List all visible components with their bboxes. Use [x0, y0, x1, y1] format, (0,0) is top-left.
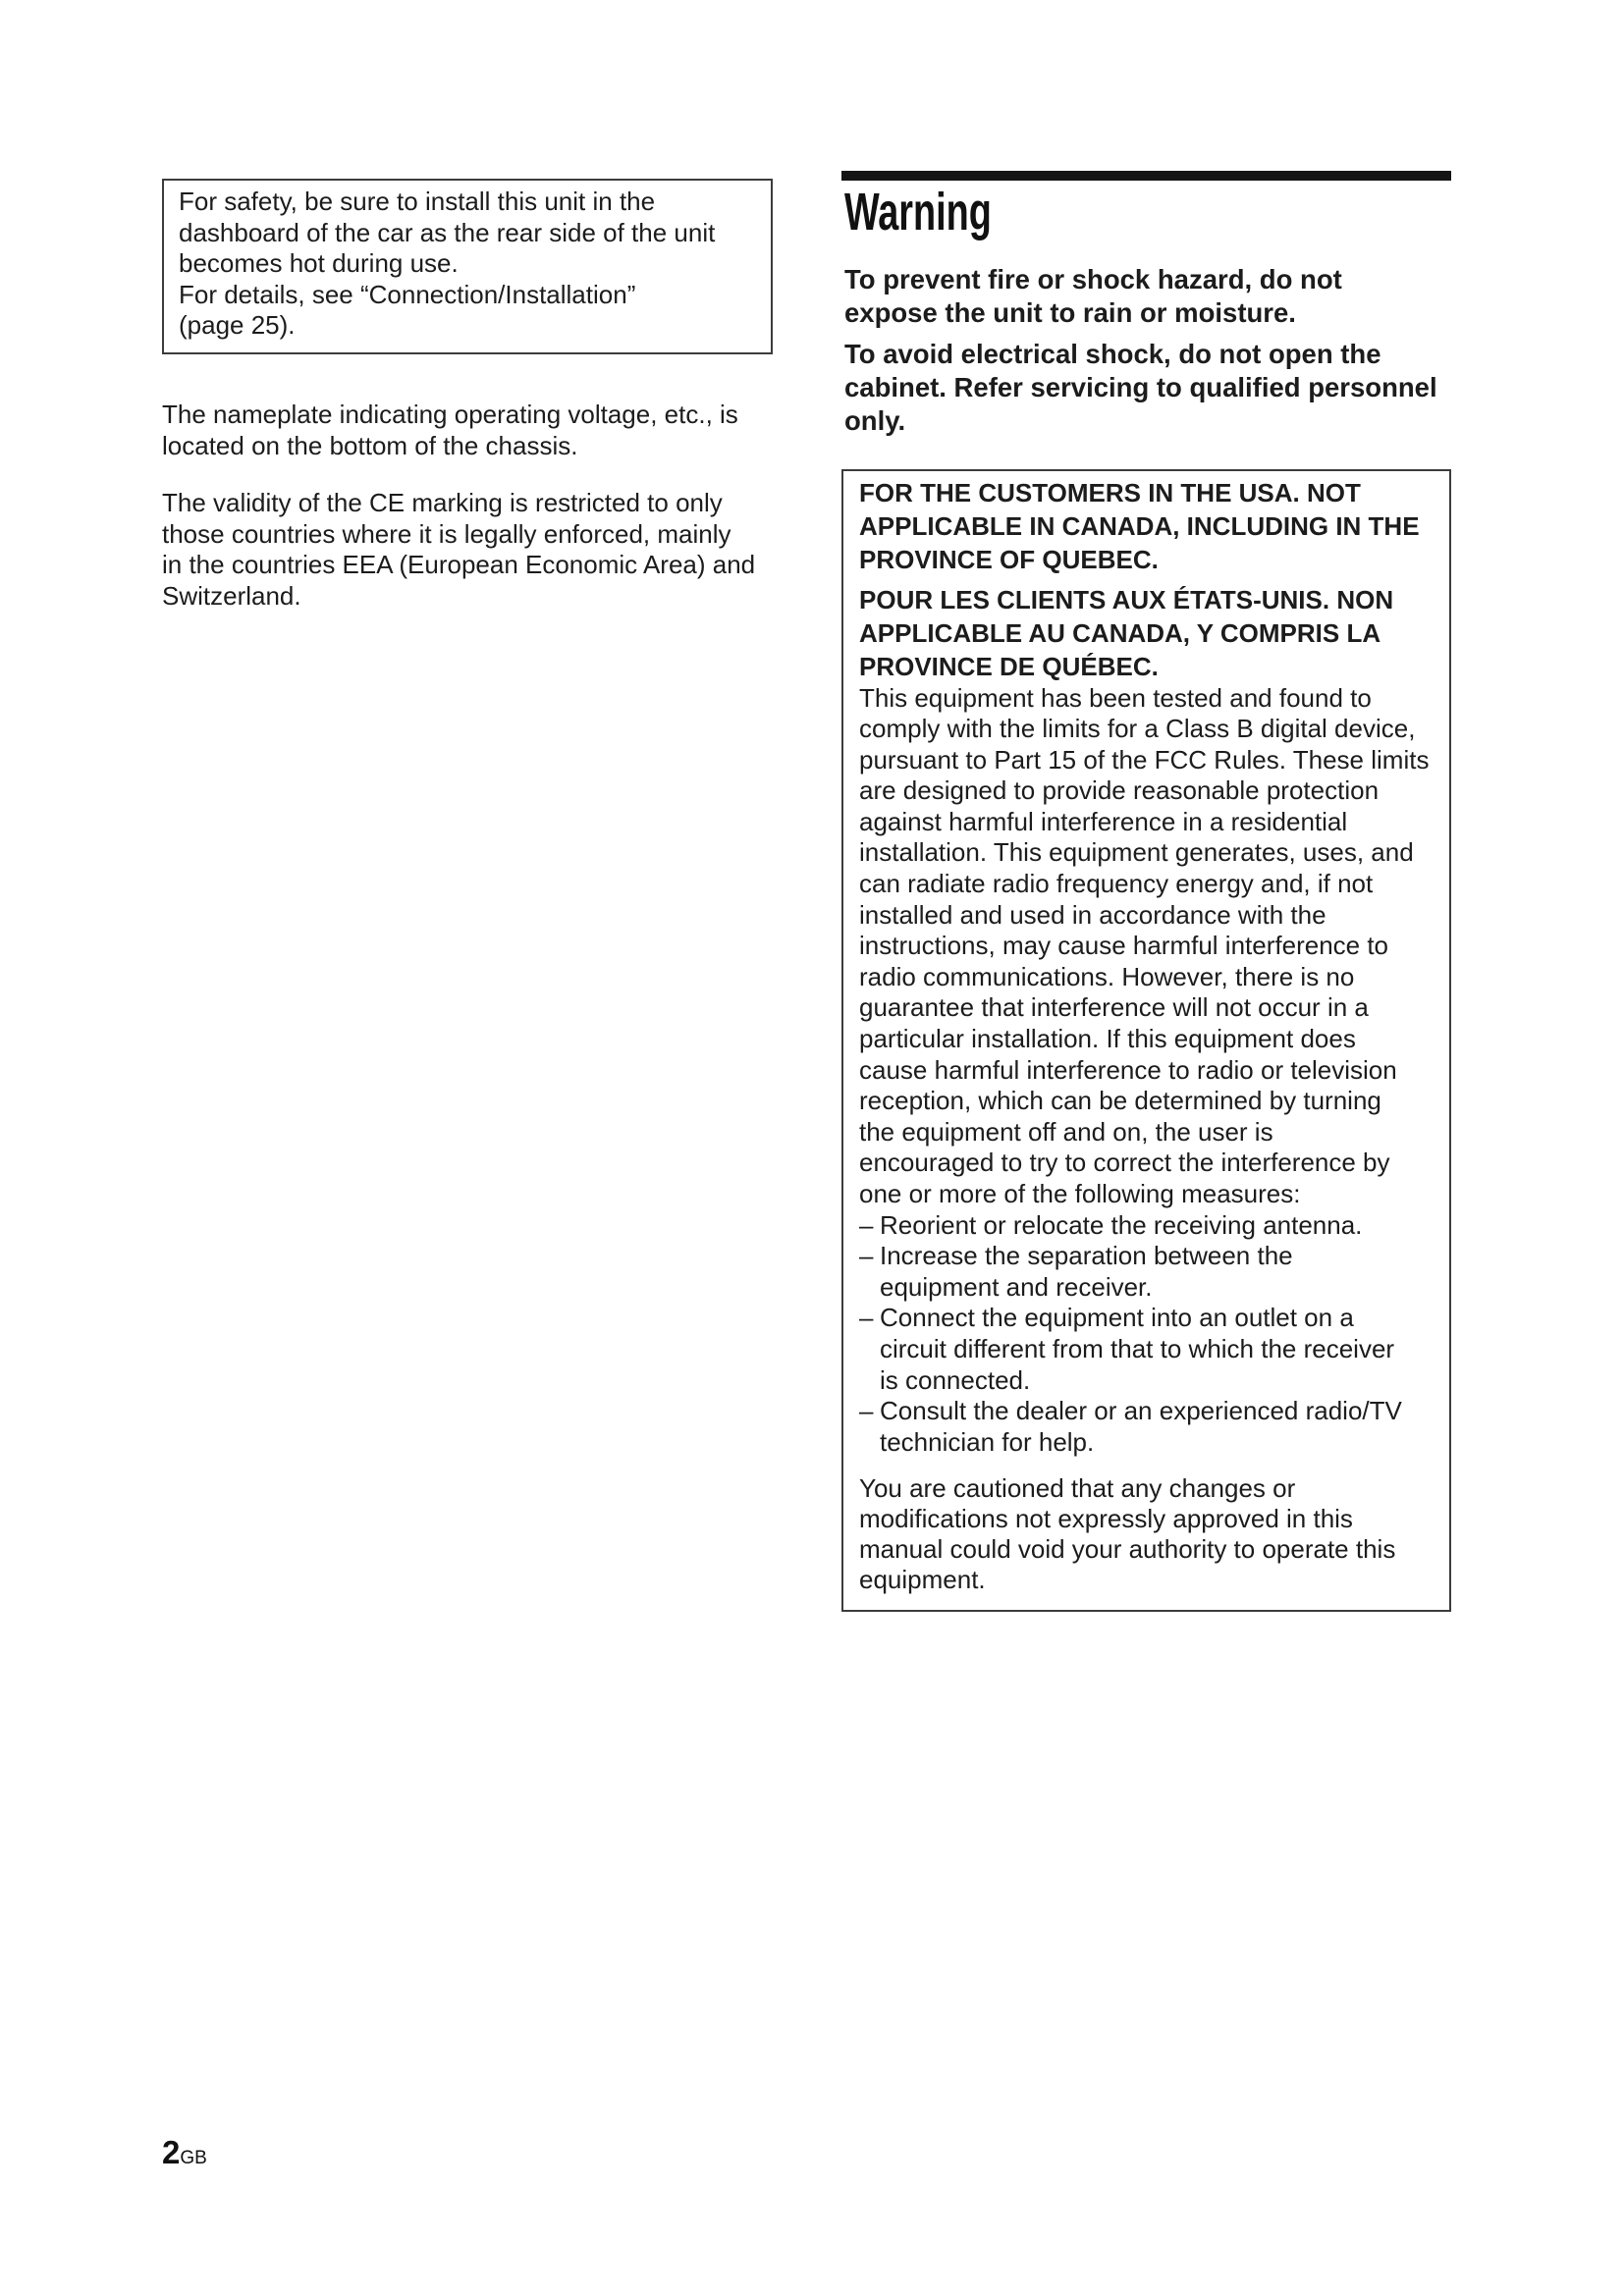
fcc-heading-line: PROVINCE DE QUÉBEC.	[859, 651, 1159, 681]
electrical-shock-warning-line: only.	[844, 404, 906, 436]
fcc-statement-line: guarantee that interference will not occur in a	[859, 992, 1369, 1023]
safety-notice-box	[162, 179, 773, 354]
measure-line: circuit different from that to which the receiver	[880, 1333, 1395, 1363]
fcc-statement-line: are designed to provide reasonable protection	[859, 775, 1380, 806]
bullet-dash: –	[859, 1303, 874, 1333]
caution-line: You are cautioned that any changes or	[859, 1473, 1296, 1504]
measure-line: Increase the separation between the	[880, 1241, 1293, 1271]
measure-line: equipment and receiver.	[880, 1271, 1153, 1302]
ce-marking-note-line: Switzerland.	[162, 580, 301, 611]
fcc-statement-line: can radiate radio frequency energy and, if not	[859, 869, 1374, 899]
measure-line: Connect the equipment into an outlet on a	[880, 1303, 1354, 1333]
corrective-measures-list	[859, 1210, 1449, 1459]
electrical-shock-warning-line: To avoid electrical shock, do not open the	[844, 339, 1381, 369]
safety-notice-line: (page 25).	[179, 310, 296, 341]
bullet-dash: –	[859, 1396, 874, 1426]
fcc-statement-line: pursuant to Part 15 of the FCC Rules. These limits	[859, 744, 1430, 774]
safety-notice-line: For details, see “Connection/Installation”	[179, 279, 636, 309]
fcc-heading-french	[859, 583, 1449, 683]
list-item	[859, 1210, 1449, 1242]
bullet-dash: –	[859, 1241, 874, 1271]
fcc-heading-line: POUR LES CLIENTS AUX ÉTATS-UNIS. NON	[859, 584, 1394, 614]
fire-hazard-warning-line: To prevent fire or shock hazard, do not	[844, 264, 1342, 294]
fcc-notice-box	[841, 469, 1451, 1612]
list-item	[859, 1241, 1449, 1303]
fcc-heading-line: APPLICABLE IN CANADA, INCLUDING IN THE	[859, 511, 1420, 541]
fcc-statement-line: comply with the limits for a Class B digital device,	[859, 714, 1416, 744]
ce-marking-note-line: The validity of the CE marking is restricted to only	[162, 488, 723, 517]
fcc-statement-line: particular installation. If this equipment does	[859, 1024, 1356, 1054]
fcc-statement-line: one or more of the following measures:	[859, 1179, 1301, 1208]
region-code: GB	[180, 2148, 207, 2168]
section-heading-rule	[841, 171, 1451, 181]
bullet-dash: –	[859, 1209, 874, 1240]
fcc-statement-line: reception, which can be determined by turning	[859, 1086, 1381, 1116]
caution-line: manual could void your authority to operate this	[859, 1534, 1396, 1565]
nameplate-note	[162, 400, 738, 461]
fcc-heading-line: APPLICABLE AU CANADA, Y COMPRIS LA	[859, 617, 1381, 648]
ce-marking-note	[162, 488, 755, 612]
caution-line: modifications not expressly approved in this	[859, 1504, 1353, 1534]
measure-line: technician for help.	[880, 1426, 1095, 1457]
fcc-statement-line: cause harmful interference to radio or television	[859, 1054, 1397, 1085]
fcc-statement-line: against harmful interference in a residential	[859, 806, 1348, 836]
nameplate-note-line: located on the bottom of the chassis.	[162, 430, 578, 460]
measure-line: is connected.	[880, 1364, 1031, 1395]
measure-line: Consult the dealer or an experienced radio/TV	[880, 1396, 1402, 1426]
modification-caution	[859, 1473, 1449, 1595]
fcc-statement-line: installation. This equipment generates, uses, and	[859, 837, 1414, 868]
safety-notice-line: dashboard of the car as the rear side of the unit	[179, 217, 716, 247]
safety-notice-line: For safety, be sure to install this unit in the	[179, 187, 656, 216]
caution-line: equipment.	[859, 1565, 986, 1595]
fcc-heading-line: PROVINCE OF QUEBEC.	[859, 545, 1159, 574]
fcc-statement-line: installed and used in accordance with the	[859, 899, 1326, 930]
page-number	[162, 2136, 207, 2174]
fcc-statement-line: radio communications. However, there is no	[859, 961, 1355, 991]
list-item	[859, 1303, 1449, 1396]
fcc-statement-line: encouraged to try to correct the interference by	[859, 1148, 1390, 1178]
fire-hazard-warning	[844, 263, 1342, 331]
fcc-statement-line: instructions, may cause harmful interference to	[859, 931, 1389, 961]
ce-marking-note-line: in the countries EEA (European Economic Area) and	[162, 550, 756, 580]
nameplate-note-line: The nameplate indicating operating voltage, etc., is	[162, 400, 738, 429]
fcc-statement-line: This equipment has been tested and found to	[859, 682, 1372, 713]
electrical-shock-warning-line: cabinet. Refer servicing to qualified personnel	[844, 371, 1437, 402]
warning-heading: Warning	[844, 183, 992, 241]
page-number-value: 2	[162, 2134, 181, 2170]
safety-notice-line: becomes hot during use.	[179, 248, 459, 279]
fcc-statement-line: the equipment off and on, the user is	[859, 1116, 1273, 1147]
ce-marking-note-line: those countries where it is legally enforced, mainly	[162, 518, 731, 549]
list-item	[859, 1396, 1449, 1458]
fcc-heading-english	[859, 476, 1449, 576]
fcc-heading-line: FOR THE CUSTOMERS IN THE USA. NOT	[859, 478, 1361, 507]
fcc-statement	[859, 683, 1449, 1210]
measure-line: Reorient or relocate the receiving antenna.	[880, 1209, 1363, 1240]
fire-hazard-warning-line: expose the unit to rain or moisture.	[844, 297, 1296, 329]
electrical-shock-warning	[844, 338, 1437, 437]
